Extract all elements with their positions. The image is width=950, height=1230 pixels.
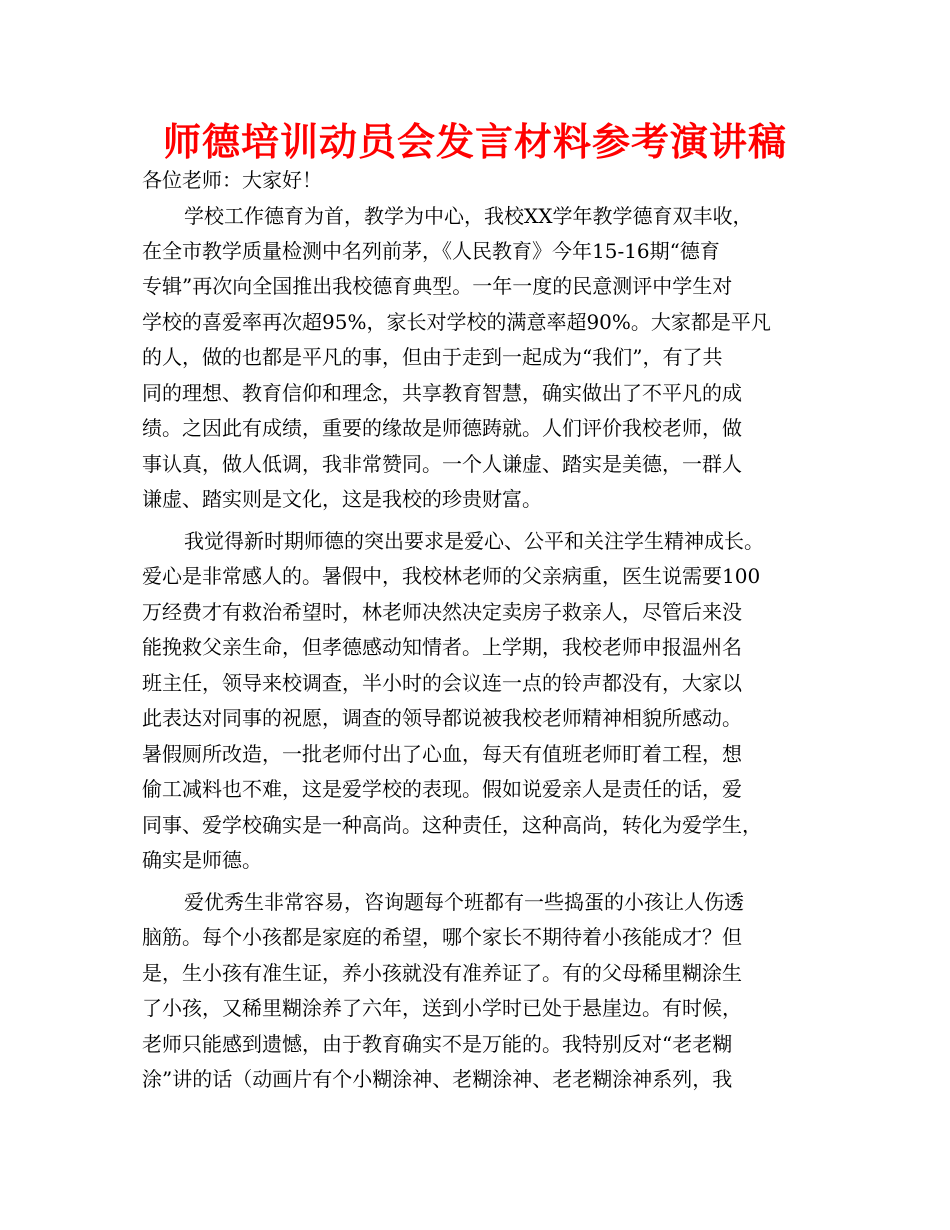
body-line: 专辑”再次向全国推出我校德育典型。一年一度的民意测评中学生对 [142, 274, 733, 298]
document-title: 师德培训动员会发言材料参考演讲稿 [162, 120, 787, 164]
body-line: 暑假厕所改造，一批老师付出了心血，每天有值班老师盯着工程，想 [142, 742, 742, 766]
greeting-line: 各位老师：大家好！ [142, 168, 322, 192]
body-line: 老师只能感到遗憾，由于教育确实不是万能的。我特别反对“老老糊 [142, 1032, 733, 1056]
body-line: 我觉得新时期师德的突出要求是爱心、公平和关注学生精神成长。 [184, 529, 764, 553]
body-line: 此表达对同事的祝愿，调查的领导都说被我校老师精神相貌所感动。 [142, 706, 742, 730]
body-line: 学校的喜爱率再次超95%，家长对学校的满意率超90%。大家都是平凡 [142, 310, 771, 334]
body-line: 谦虚、踏实则是文化，这是我校的珍贵财富。 [142, 487, 542, 511]
body-line: 能挽救父亲生命，但孝德感动知情者。上学期，我校老师申报温州名 [142, 635, 742, 659]
body-line: 偷工减料也不难，这是爱学校的表现。假如说爱亲人是责任的话，爱 [142, 777, 742, 801]
body-line: 学校工作德育为首，教学为中心，我校XX学年教学德育双丰收， [184, 204, 753, 228]
body-line: 事认真，做人低调，我非常赞同。一个人谦虚、踏实是美德，一群人 [142, 452, 742, 476]
body-line: 涂”讲的话（动画片有个小糊涂神、老糊涂神、老老糊涂神系列，我 [142, 1067, 733, 1091]
body-line: 班主任，领导来校调查，半小时的会议连一点的铃声都没有，大家以 [142, 671, 742, 695]
body-line: 万经费才有救治希望时，林老师决然决定卖房子救亲人，尽管后来没 [142, 600, 742, 624]
body-line: 爱心是非常感人的。暑假中，我校林老师的父亲病重，医生说需要100 [142, 564, 761, 588]
body-line: 了小孩，又稀里糊涂养了六年，送到小学时已处于悬崖边。有时候， [142, 996, 742, 1020]
body-line: 同的理想、教育信仰和理念，共享教育智慧，确实做出了不平凡的成 [142, 381, 742, 405]
body-line: 绩。之因此有成绩，重要的缘故是师德踌就。人们评价我校老师，做 [142, 416, 742, 440]
body-line: 的人，做的也都是平凡的事，但由于走到一起成为“我们”，有了共 [142, 345, 723, 369]
body-line: 同事、爱学校确实是一种高尚。这种责任，这种高尚，转化为爱学生， [142, 813, 762, 837]
body-line: 在全市教学质量检测中名列前茅，《人民教育》今年15-16期“德育 [142, 239, 720, 263]
body-line: 脑筋。每个小孩都是家庭的希望，哪个家长不期待着小孩能成才？但 [142, 925, 742, 949]
body-line: 确实是师德。 [142, 848, 262, 872]
body-line: 是，生小孩有准生证，养小孩就没有准养证了。有的父母稀里糊涂生 [142, 961, 742, 985]
body-line: 爱优秀生非常容易，咨询题每个班都有一些捣蛋的小孩让人伤透 [184, 890, 744, 914]
